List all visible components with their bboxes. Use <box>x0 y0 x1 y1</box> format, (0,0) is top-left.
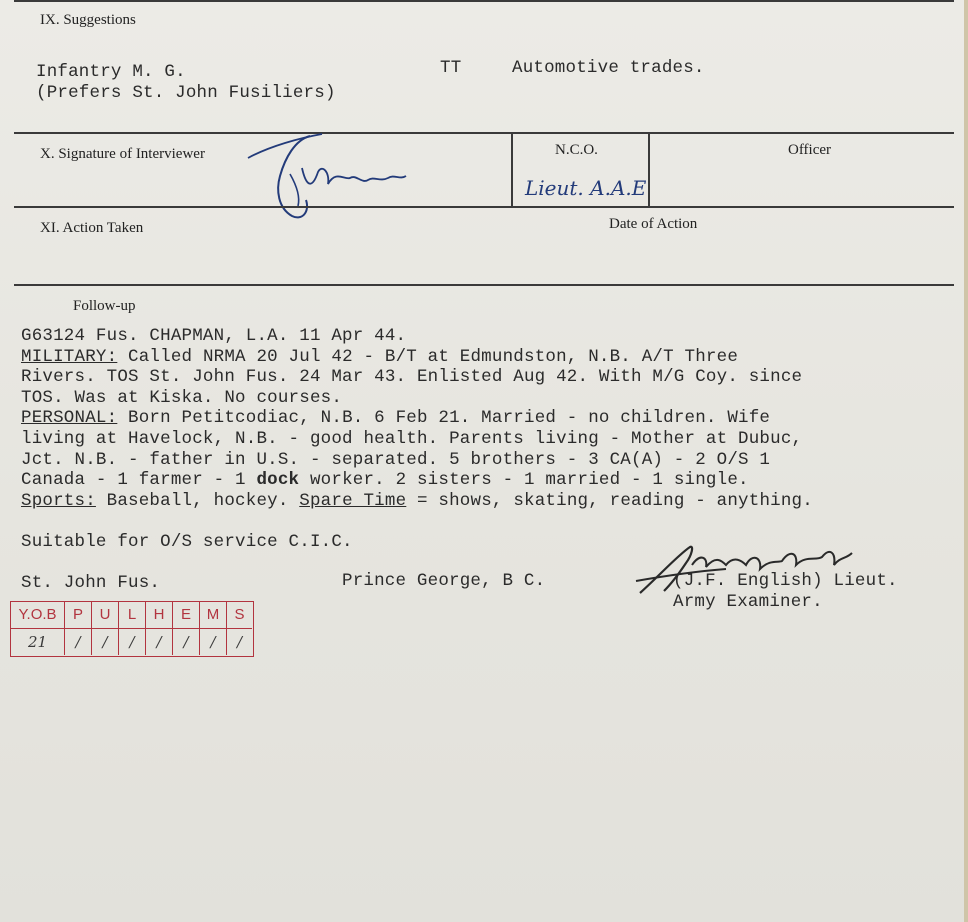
followup-segment: MILITARY: <box>21 346 118 367</box>
place-line: Prince George, B C. <box>342 571 546 591</box>
pulhems-stamp <box>10 601 254 657</box>
followup-segment: worker. 2 sisters - 1 married - 1 single. <box>299 470 749 491</box>
stamp-value-cell: / <box>119 628 146 655</box>
divider-ix-x <box>14 132 954 134</box>
stamp-value-cell: 21 <box>11 628 65 655</box>
divider-nco-left <box>511 133 513 207</box>
section-x-label: X. Signature of Interviewer <box>40 146 205 162</box>
stamp-header-cell: S <box>234 606 245 623</box>
divider-x-xi <box>14 206 954 208</box>
stamp-value-cell: / <box>200 628 227 655</box>
followup-line <box>21 429 802 449</box>
followup-segment: TOS. Was at Kiska. No courses. <box>21 387 343 408</box>
stamp-header-cell: U <box>92 602 119 628</box>
followup-line <box>21 326 406 346</box>
suggestion-line-1-right: Automotive trades. <box>512 58 705 78</box>
stamp-header-cell: Y.O.B <box>11 602 65 628</box>
followup-segment: = shows, skating, reading - anything. <box>406 490 813 511</box>
suitable-line: Suitable for O/S service C.I.C. <box>21 532 353 552</box>
top-border <box>14 0 954 2</box>
stamp-value-cell: / <box>65 628 92 655</box>
stamp-value-cell: / <box>227 628 252 655</box>
followup-segment: Canada - 1 farmer - 1 <box>21 470 257 491</box>
divider-xi-followup <box>14 284 954 286</box>
followup-segment: Spare Time <box>299 490 407 511</box>
followup-segment: PERSONAL: <box>21 408 118 429</box>
followup-segment: dock <box>256 470 300 491</box>
officer-label: Officer <box>788 142 832 158</box>
followup-segment: Baseball, hockey. <box>95 490 300 511</box>
followup-segment: Rivers. TOS St. John Fus. 24 Mar 43. Enlisted Aug 42. With M/G Coy. since <box>21 367 803 388</box>
followup-segment: Sports: <box>21 490 96 511</box>
nco-label: N.C.O. <box>555 142 598 158</box>
followup-segment: G63124 Fus. CHAPMAN, L.A. 11 Apr 44. <box>21 326 407 346</box>
followup-segment: Jct. N.B. - father in U.S. - separated. 5 brothers - 3 CA(A) - 2 O/S 1 <box>21 449 771 470</box>
page-edge <box>964 0 968 922</box>
followup-line <box>21 491 813 511</box>
stamp-header-cell: P <box>65 602 92 628</box>
stamp-header-cell: E <box>173 602 200 628</box>
stamp-value-cell: / <box>173 628 200 655</box>
examiner-signature <box>630 535 865 600</box>
followup-line <box>21 470 749 490</box>
stamp-value-cell: / <box>146 628 173 655</box>
followup-segment: living at Havelock, N.B. - good health. Parents living - Mother at Dubuc, <box>21 429 803 449</box>
suggestion-line-2: (Prefers St. John Fusiliers) <box>36 83 336 103</box>
followup-line <box>21 388 342 408</box>
followup-line <box>21 367 802 387</box>
suggestion-line-1-mid: TT <box>440 58 462 78</box>
unit-line: St. John Fus. <box>21 573 161 593</box>
divider-nco-right <box>648 133 650 207</box>
followup-line <box>21 408 770 428</box>
section-ix-label: IX. Suggestions <box>40 12 136 28</box>
nco-handwriting: Lieut. A.A.E <box>525 176 647 200</box>
stamp-header-cell: H <box>146 602 173 628</box>
examiner-title: Army Examiner. <box>673 592 823 612</box>
date-of-action-label: Date of Action <box>609 216 698 232</box>
followup-line <box>21 347 738 367</box>
stamp-header-cell: L <box>119 602 146 628</box>
suggestion-line-1-left: Infantry M. G. <box>36 62 186 82</box>
followup-label: Follow-up <box>73 298 136 314</box>
followup-line <box>21 450 770 470</box>
stamp-header-cell: M <box>200 602 227 628</box>
followup-segment: Called NRMA 20 Jul 42 - B/T at Edmundston, N.B. A/T Three <box>117 346 739 367</box>
followup-segment: Born Petitcodiac, N.B. 6 Feb 21. Married - no children. Wife <box>117 408 771 429</box>
interviewer-signature <box>240 128 420 223</box>
examiner-name: (J.F. English) Lieut. <box>673 571 898 591</box>
section-xi-label: XI. Action Taken <box>40 220 144 236</box>
stamp-value-cell: / <box>92 628 119 655</box>
